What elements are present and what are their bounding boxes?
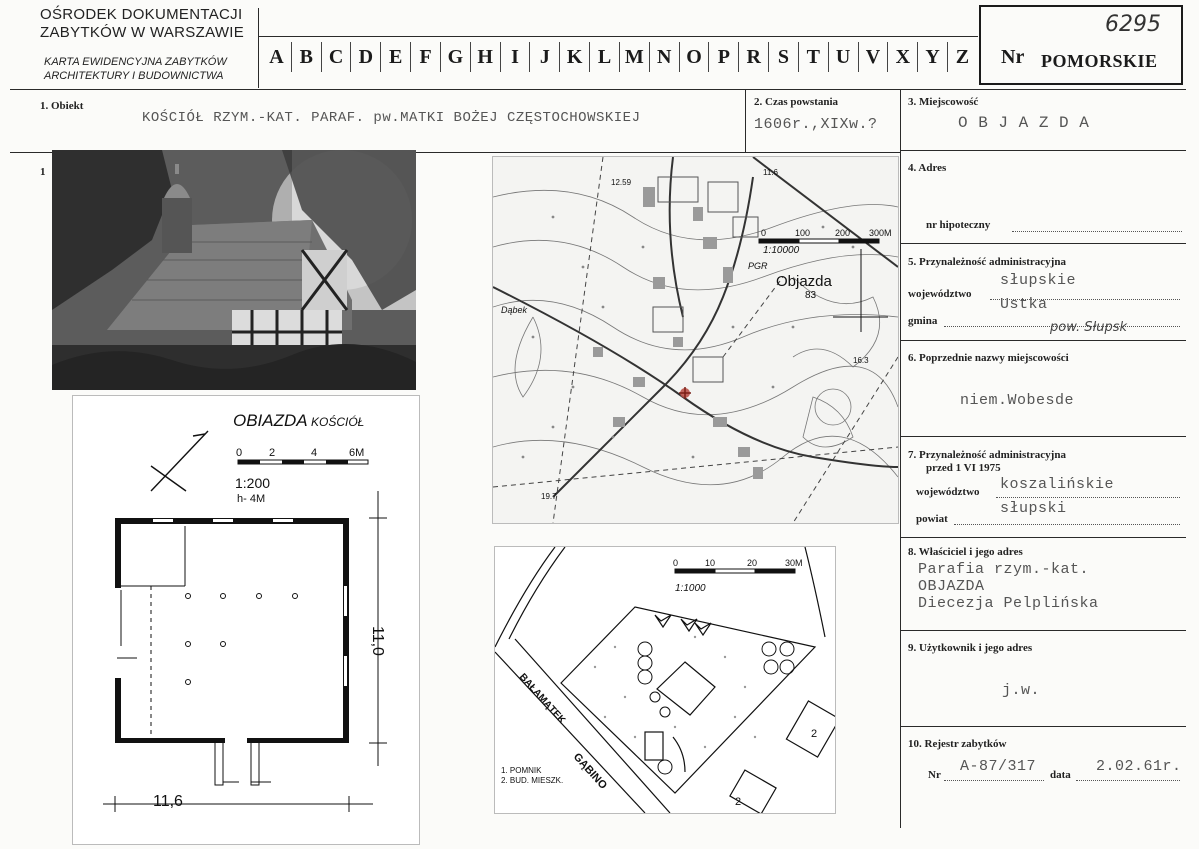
topo-scale-tick-3: 300M <box>869 228 892 238</box>
register-date-label: data <box>1050 769 1071 781</box>
nr-label: Nr <box>1001 46 1025 68</box>
index-letter-u: U <box>829 42 859 72</box>
site-legend-2: 2. BUD. MIESZK. <box>501 776 564 785</box>
user-value: j.w. <box>1002 682 1041 699</box>
index-letter-x: X <box>888 42 918 72</box>
index-letter-y: Y <box>918 42 948 72</box>
commune-value: Ustka <box>1000 296 1048 313</box>
plan-scale-tick-3: 6M <box>349 447 365 459</box>
topographic-map <box>492 156 899 524</box>
header-org-name <box>40 6 244 42</box>
register-nr-label: Nr <box>928 769 941 781</box>
site-building-label-a: 2 <box>811 728 818 740</box>
place-label: 3. Miejscowość <box>908 96 979 108</box>
site-scale-tick-1: 10 <box>705 558 716 568</box>
index-letter-f: F <box>411 42 441 72</box>
index-letter-k: K <box>560 42 590 72</box>
site-plan <box>494 546 836 814</box>
owner-label: 8. Właściciel i jego adres <box>908 546 1023 558</box>
index-letter-i: I <box>501 42 531 72</box>
topo-scale: 1:10000 <box>763 245 800 256</box>
card-number-box <box>979 5 1183 85</box>
voivodeship-before-label: województwo <box>916 486 980 498</box>
index-letter-m: M <box>620 42 650 72</box>
site-street-2: GĄBINO <box>570 750 610 792</box>
county-label: powiat <box>916 513 948 525</box>
address-label: 4. Adres <box>908 162 947 174</box>
topo-height-d: 11.6 <box>763 168 778 177</box>
site-scale-tick-3: 30M <box>785 558 803 568</box>
user-label: 9. Użytkownik i jego adres <box>908 642 1033 654</box>
floor-plan-sheet <box>72 395 420 845</box>
topo-map-drawing <box>493 157 898 523</box>
org-line-1: OŚRODEK DOKUMENTACJI <box>40 6 243 23</box>
plan-scale-tick-0: 0 <box>236 447 243 459</box>
index-letter-o: O <box>680 42 710 72</box>
plan-scale: 1:200 <box>235 475 271 491</box>
register-nr-value: A-87/317 <box>960 758 1037 775</box>
index-letter-r: R <box>739 42 769 72</box>
index-letter-z: Z <box>955 46 970 68</box>
index-letter-p: P <box>709 42 739 72</box>
owner-line-2: OBJAZDA <box>918 578 985 595</box>
admin-before-label: 7. Przynależność administracyjna <box>908 449 1066 461</box>
voivodeship-value: słupskie <box>1000 272 1077 289</box>
commune-handwritten-note: pow. Słupsk <box>1050 320 1128 335</box>
card-type-line-1: KARTA EWIDENCYJNA ZABYTKÓW <box>44 56 227 68</box>
time-label: 2. Czas powstania <box>754 96 839 108</box>
owner-line-1: Parafia rzym.-kat. <box>918 561 1090 578</box>
admin-before-date: przed 1 VI 1975 <box>926 462 1001 474</box>
plan-subtitle: KOŚCIÓŁ <box>311 415 365 429</box>
index-letter-d: D <box>351 42 381 72</box>
county-value: słupski <box>1000 500 1067 517</box>
topo-height-c: 12.59 <box>611 178 632 187</box>
site-building-label-b: 2 <box>735 796 742 808</box>
index-letter-t: T <box>799 42 829 72</box>
time-value: 1606r.,XIXw.? <box>754 116 878 133</box>
header-card-type <box>44 55 227 83</box>
topo-height-e: 19.7 <box>541 492 557 501</box>
index-letter-l: L <box>590 42 620 72</box>
region-name: POMORSKIE <box>1041 51 1158 71</box>
index-letter-v: V <box>859 42 889 72</box>
card-number-handwritten: 6295 <box>1105 12 1161 37</box>
alphabet-index <box>262 42 977 72</box>
church-photo-drawing <box>52 150 416 390</box>
plan-height: h- 4M <box>237 493 266 505</box>
index-letter-n: N <box>650 42 680 72</box>
index-letter-h: H <box>471 42 501 72</box>
site-scale-tick-0: 0 <box>673 558 679 568</box>
admin-label: 5. Przynależność administracyjna <box>908 256 1066 268</box>
site-legend-1: 1. POMNIK <box>501 766 542 775</box>
card-type-line-2: ARCHITEKTURY I BUDOWNICTWA <box>44 70 224 82</box>
topo-scale-tick-0: 0 <box>761 228 767 238</box>
topo-dabek: Dąbek <box>501 305 528 315</box>
church-photo <box>52 150 416 390</box>
plan-title: OBIAZDA <box>233 411 308 430</box>
previous-names-label: 6. Poprzednie nazwy miejscowości <box>908 352 1069 364</box>
owner-line-3: Diecezja Pelplińska <box>918 595 1099 612</box>
index-letter-s: S <box>769 42 799 72</box>
index-letter-c: C <box>322 42 352 72</box>
plan-width-dim: 11,6 <box>153 793 183 810</box>
site-scale-tick-2: 20 <box>747 558 758 568</box>
topo-height-b: 16.3 <box>853 356 869 365</box>
plan-scale-tick-1: 2 <box>269 447 276 459</box>
register-date-value: 2.02.61r. <box>1096 758 1182 775</box>
topo-place-name: Objazda <box>776 273 832 290</box>
site-scale: 1:1000 <box>675 583 706 594</box>
topo-pgr: PGR <box>748 261 768 271</box>
topo-scale-tick-1: 100 <box>795 228 811 238</box>
index-letter-b: B <box>292 42 322 72</box>
site-street-1: BAŁAMĄTEK <box>516 671 568 727</box>
commune-label: gmina <box>908 315 938 327</box>
plan-length-dim: 11,0 <box>369 626 386 656</box>
voivodeship-before-value: koszalińskie <box>1000 476 1115 493</box>
index-letter-j: J <box>530 42 560 72</box>
index-letter-g: G <box>441 42 471 72</box>
owner-address <box>918 561 1099 612</box>
index-letter-a: A <box>262 42 292 72</box>
topo-height-a: 83 <box>805 290 817 301</box>
voivodeship-label: województwo <box>908 288 972 300</box>
mortgage-label: nr hipoteczny <box>926 219 991 231</box>
org-line-2: ZABYTKÓW W WARSZAWIE <box>40 24 245 41</box>
register-label: 10. Rejestr zabytków <box>908 738 1007 750</box>
object-label: 1. Obiekt <box>40 100 84 112</box>
plan-scale-tick-2: 4 <box>311 447 318 459</box>
topo-scale-tick-2: 200 <box>835 228 851 238</box>
place-value: O B J A Z D A <box>958 114 1090 132</box>
object-value: KOŚCIÓŁ RZYM.-KAT. PARAF. pw.MATKI BOŻEJ CZĘSTOCHOWSKIEJ <box>142 110 641 126</box>
floor-plan-drawing <box>73 396 419 844</box>
previous-names-value: niem.Wobesde <box>960 392 1075 409</box>
index-letter-e: E <box>381 42 411 72</box>
photo-index: 1 <box>40 166 46 178</box>
site-plan-drawing <box>495 547 835 813</box>
